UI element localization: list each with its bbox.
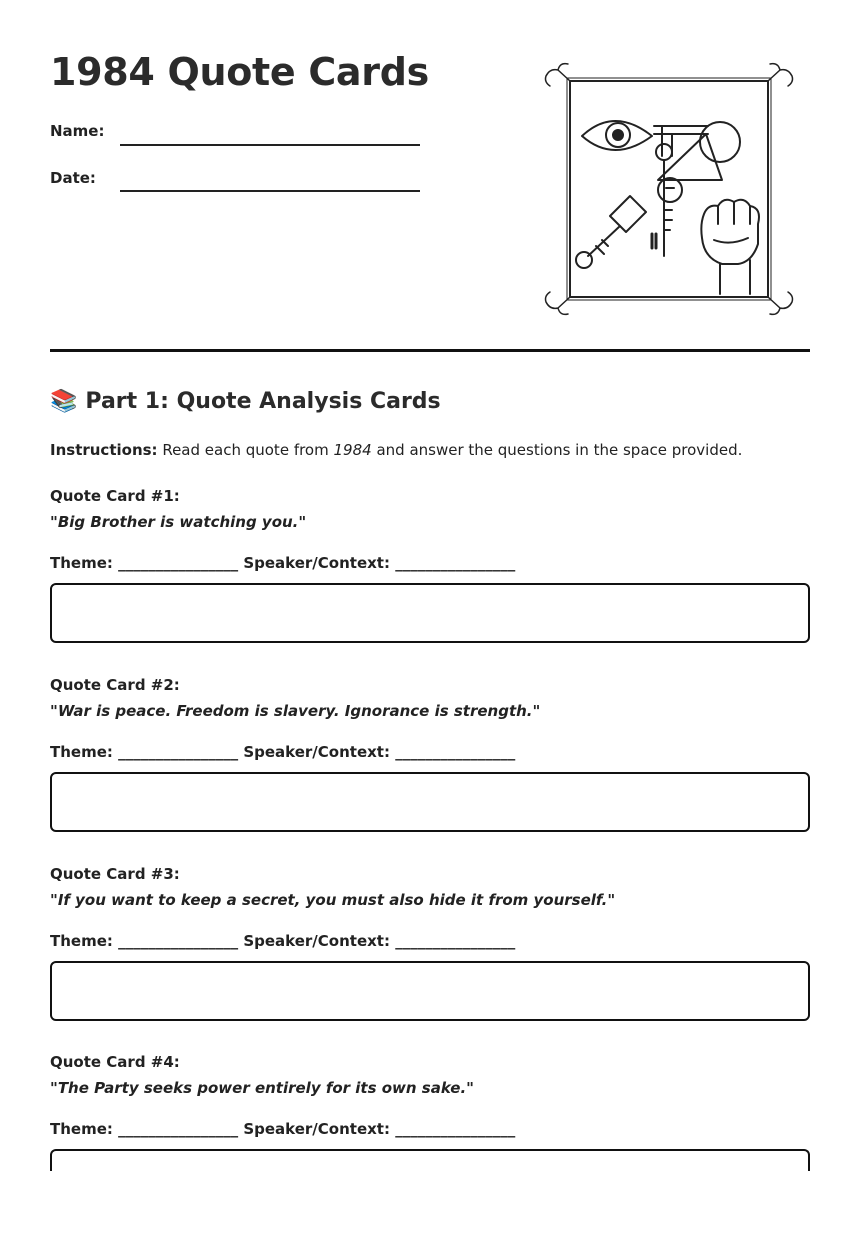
answer-box[interactable] bbox=[50, 583, 810, 643]
answer-box[interactable] bbox=[50, 772, 810, 832]
quote-card-title: Quote Card #3: bbox=[50, 865, 180, 883]
section-title: Part 1: Quote Analysis Cards bbox=[85, 389, 441, 414]
quote-card-title: Quote Card #4: bbox=[50, 1053, 180, 1071]
section-heading bbox=[50, 389, 441, 414]
theme-context-line: Theme: ________________ Speaker/Context: ________________ bbox=[50, 554, 516, 572]
instructions bbox=[50, 441, 742, 459]
quote-text: "If you want to keep a secret, you must also hide it from yourself." bbox=[50, 891, 616, 909]
theme-context-line: Theme: ________________ Speaker/Context: ________________ bbox=[50, 932, 516, 950]
quote-text: "Big Brother is watching you." bbox=[50, 513, 307, 531]
instructions-text-before: Read each quote from bbox=[157, 441, 334, 459]
quote-text: "War is peace. Freedom is slavery. Ignorance is strength." bbox=[50, 702, 541, 720]
quote-card-title: Quote Card #2: bbox=[50, 676, 180, 694]
quote-card-1 bbox=[50, 487, 810, 667]
theme-context-line: Theme: ________________ Speaker/Context: ________________ bbox=[50, 1120, 516, 1138]
illustration-icon bbox=[538, 60, 800, 320]
theme-context-line: Theme: ________________ Speaker/Context: ________________ bbox=[50, 743, 516, 761]
book-title: 1984 bbox=[333, 441, 372, 459]
quote-card-4 bbox=[50, 1053, 810, 1233]
books-icon: 📚 bbox=[50, 389, 78, 414]
answer-box[interactable] bbox=[50, 961, 810, 1021]
section-divider bbox=[50, 349, 810, 352]
instructions-lead: Instructions: bbox=[50, 441, 158, 459]
answer-box[interactable] bbox=[50, 1149, 810, 1171]
quote-card-title: Quote Card #1: bbox=[50, 487, 180, 505]
name-label: Name: bbox=[50, 122, 105, 140]
date-label: Date: bbox=[50, 169, 96, 187]
instructions-text-after: and answer the questions in the space provided. bbox=[371, 441, 743, 459]
page-title: 1984 Quote Cards bbox=[50, 50, 429, 94]
quote-card-3 bbox=[50, 865, 810, 1045]
date-line[interactable] bbox=[120, 190, 420, 192]
name-line[interactable] bbox=[120, 144, 420, 146]
quote-card-2 bbox=[50, 676, 810, 856]
quote-text: "The Party seeks power entirely for its own sake." bbox=[50, 1079, 474, 1097]
